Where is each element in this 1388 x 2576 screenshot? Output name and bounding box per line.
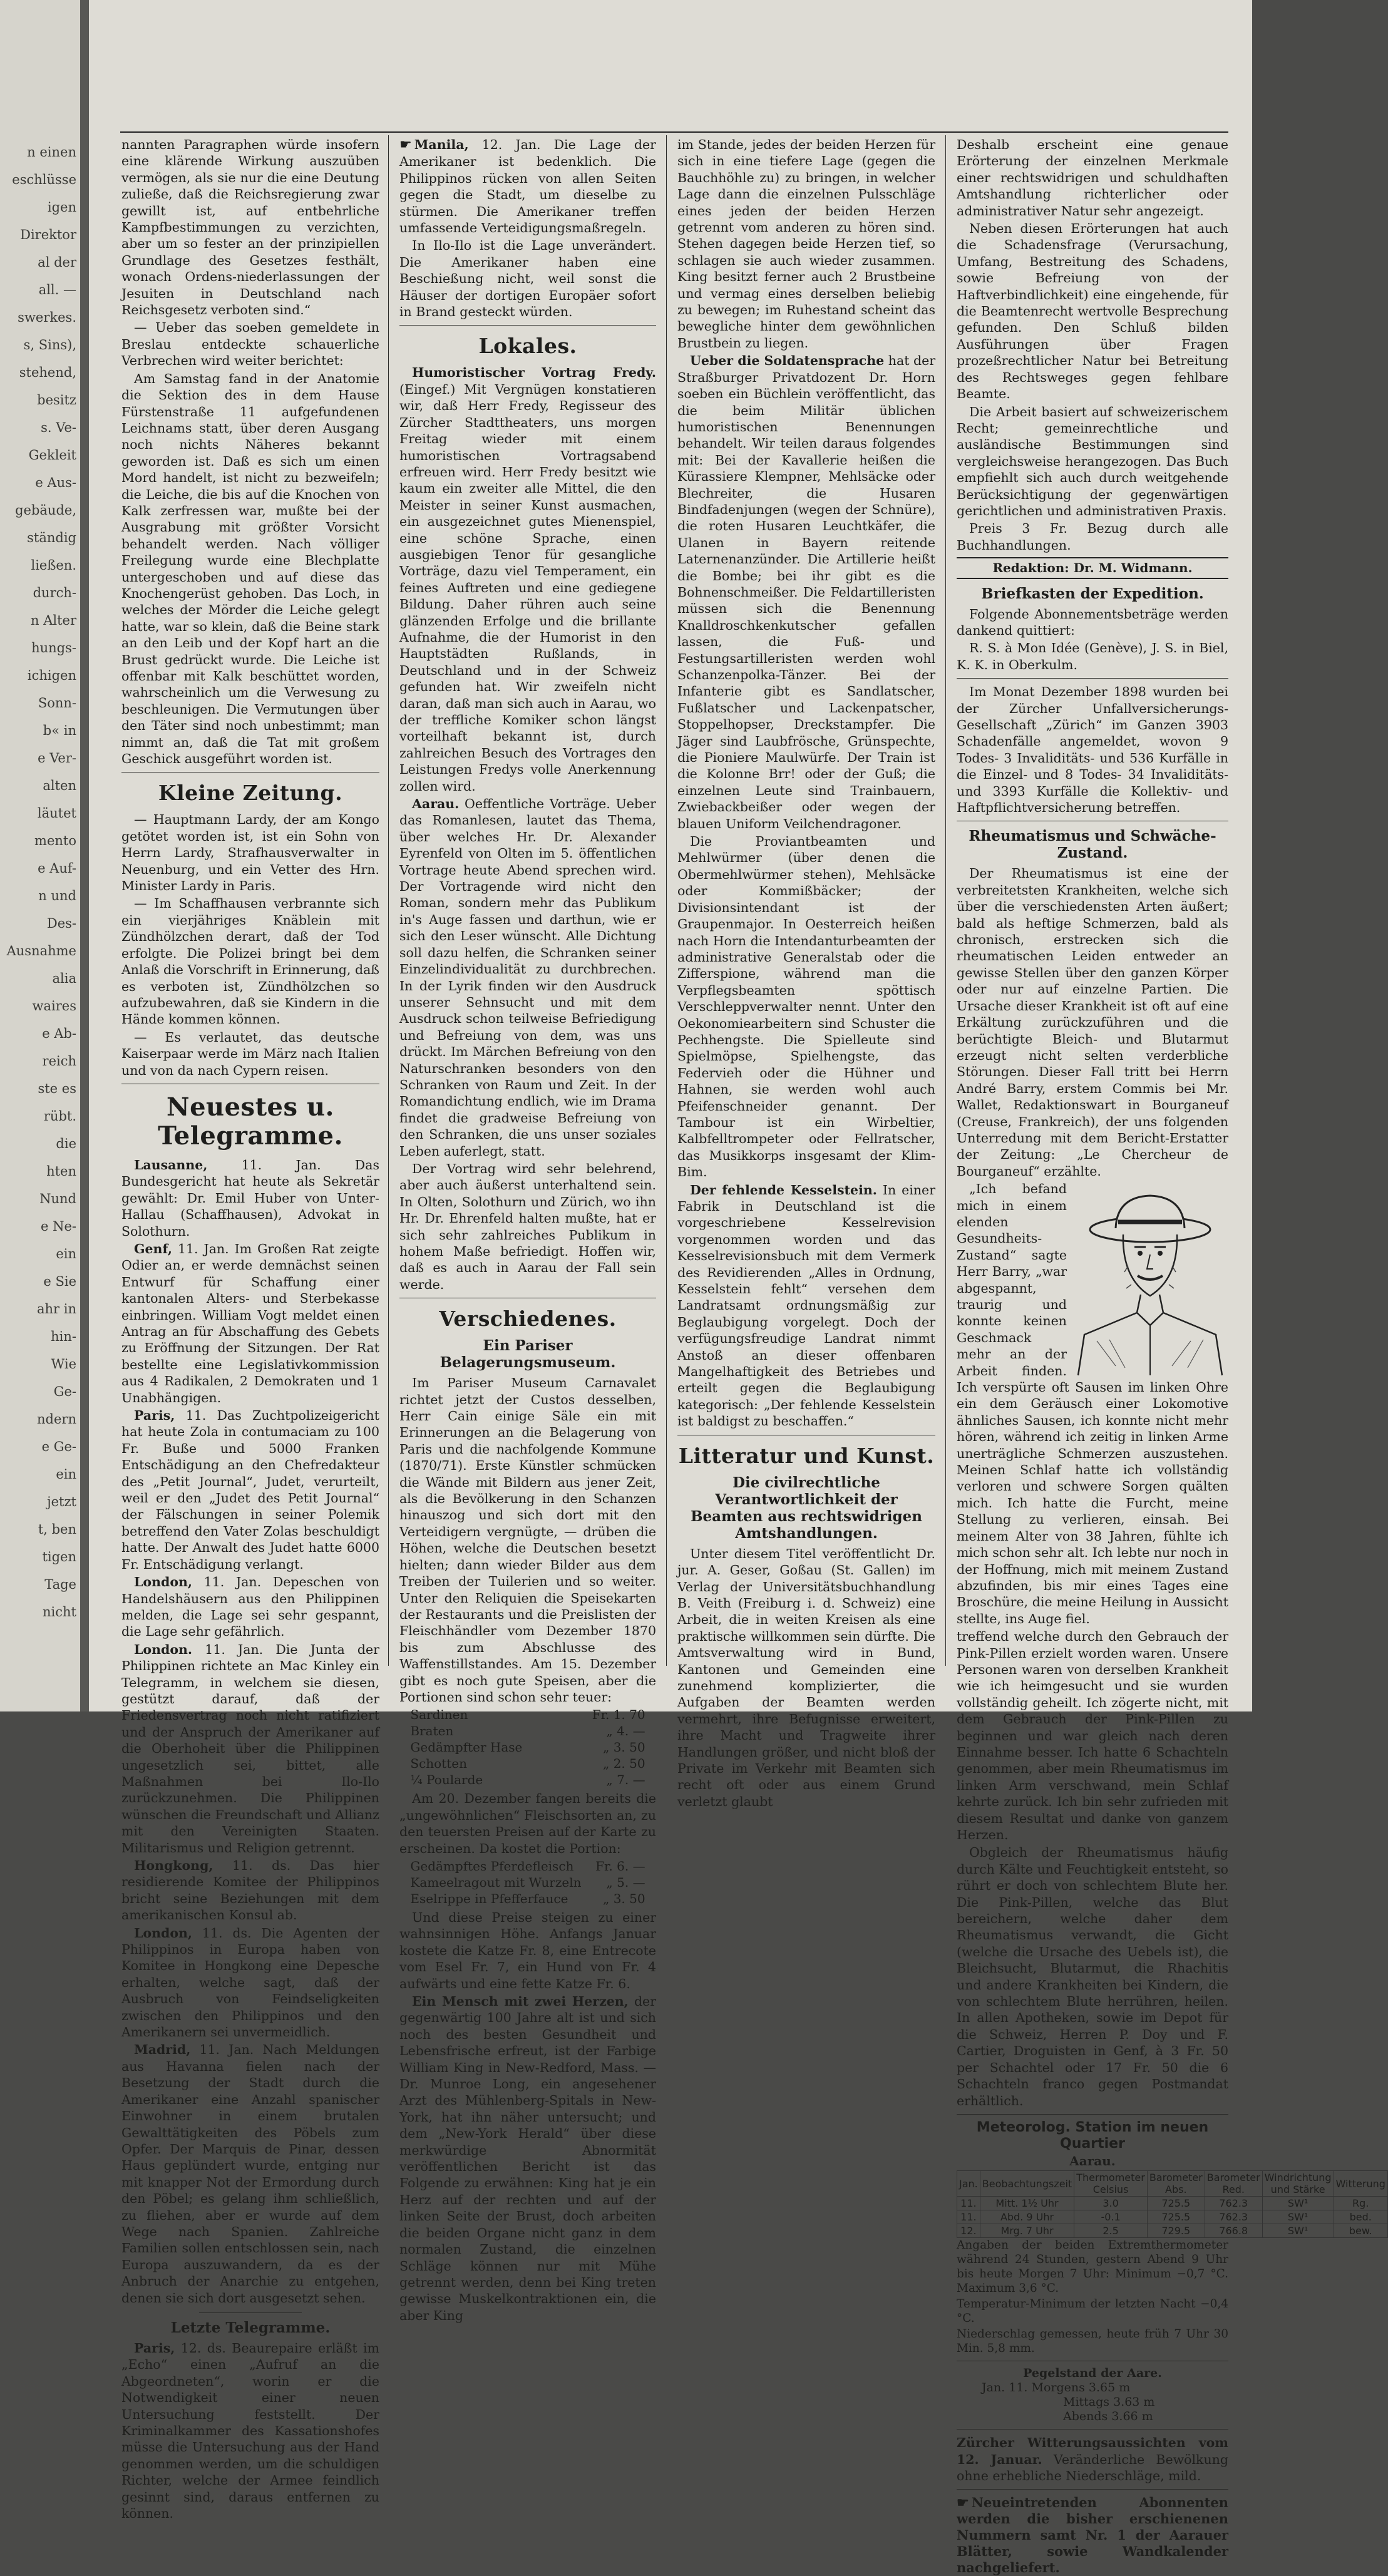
editor-line: Redaktion: Dr. M. Widmann. xyxy=(957,557,1228,578)
weather-cell: 762.3 xyxy=(1205,2197,1262,2210)
article-paragraph xyxy=(399,1993,656,2324)
cut-text-fragment: läutet xyxy=(37,806,76,821)
article-paragraph xyxy=(677,352,935,832)
telegram-text: 12. ds. Beaurepaire erläßt im „Echo“ einen „Aufruf an die Abgeordneten“, worin er die Notwendigkeit einer neuen Untersuchung feststellt. Der Kriminalkammer des Kassationshofes müsse die Untersuchung aus der Hand genommen werden, um die schuldigen Richter, welche der Armee feindlich gesinnt sind, daraus entfernen zu können. xyxy=(121,2340,379,2522)
weather-row xyxy=(957,2224,1388,2238)
article-paragraph: Am Samstag fand in der Anatomie die Sektion des in dem Hause Fürstenstraße 11 aufgefundenen Leichnams statt, über deren Ausgang noch nichts Näheres bekannt geworden ist. Daß es sich um einen Mord handelt, ist nicht zu bezweifeln; die Leiche, die bis auf die Knochen von Kalk zerfressen war, mußte bei der Ausgrabung mit größter Vorsicht behandelt werden. Nach völliger Freilegung wurde eine Blechplatte untergeschoben und auf diese das Knochengerüst gehoben. Das Loch, in welches der Mörder die Leiche gelegt hatte, war so klein, daß die Beine stark an den Leib und der Kopf hart an die Brust gedrückt wurde. Die Leiche ist offenbar mit Kalk beschüttet worden, wahrscheinlich um die Verwesung zu beschleunigen. Die Vermutungen über den Täter sind noch unbestimmt; man nimmt an, daß die Tat mit großem Geschick ausgeführt worden ist. xyxy=(121,371,379,767)
newspaper-page xyxy=(89,0,1385,2576)
cut-text-fragment: Gekleit xyxy=(28,448,76,463)
cut-text-fragment: nicht xyxy=(43,1604,76,1619)
menu-row xyxy=(409,1858,645,1874)
water-level-title: Pegelstand der Aare. xyxy=(1023,2366,1162,2381)
cut-text-fragment: e Auf- xyxy=(38,861,76,876)
weather-cell: -0.1 xyxy=(1074,2210,1148,2224)
menu-price: „ 5. — xyxy=(606,1874,645,1890)
menu-item: Gedämpftes Pferdefleisch xyxy=(410,1858,574,1874)
weather-note: Temperatur-Minimum der letzten Nacht −0,4 °C. xyxy=(957,2297,1228,2326)
menu-item: Sardinen xyxy=(410,1707,468,1723)
cut-text-fragment: ein xyxy=(56,1246,76,1261)
forecast-heading: Zürcher Witterungsaussichten vom 12. Januar. xyxy=(957,2435,1228,2467)
weather-cell: Abd. 9 Uhr xyxy=(980,2210,1074,2224)
price-line: Preis 3 Fr. Bezug durch alle Buchhandlungen. xyxy=(957,521,1228,553)
article-paragraph: Folgende Abonnementsbeträge werden dankend quittiert: xyxy=(957,606,1228,638)
column-1 xyxy=(121,136,379,2522)
weather-row xyxy=(957,2197,1388,2210)
cut-text-fragment: durch- xyxy=(33,585,76,600)
weather-station-place: Aarau. xyxy=(1069,2153,1116,2168)
article-head: Humoristischer Vortrag Fredy. xyxy=(412,365,656,381)
cut-text-fragment: s. Ve- xyxy=(41,420,76,435)
menu-price: „ 3. 50 xyxy=(602,1740,645,1755)
cut-text-fragment: ste es xyxy=(38,1081,76,1096)
telegram-item xyxy=(121,1241,379,1406)
weather-cell: SW¹ xyxy=(1262,2197,1334,2210)
weather-cell: 2.5 xyxy=(1074,2224,1148,2238)
weather-cell: 11. xyxy=(957,2197,980,2210)
cut-text-fragment: Wie xyxy=(51,1357,76,1372)
telegram-text: 11. Jan. Das Bundesgericht hat heute als Sekretär gewählt: Dr. Emil Huber von Unter-Hallau (Schaffhausen), Advokat in Solothurn. xyxy=(121,1157,379,1239)
section-title-neuestes: Neuestes u. Telegramme. xyxy=(158,1092,343,1151)
cut-text-fragment: e Aus- xyxy=(35,475,76,490)
divider xyxy=(957,678,1228,679)
cut-text-fragment: Ausnahme xyxy=(6,943,76,958)
weather-station-title: Meteorolog. Station im neuen Quartier xyxy=(976,2119,1209,2152)
article-paragraph: Im Pariser Museum Carnavalet richtet jetzt der Custos desselben, Herr Cain einige Säle ein mit Erinnerungen an die Belagerung von Paris und die nachfolgende Kommune (1870/71). Erste Künstler schmücken die Wände mit Bildern aus jener Zeit, als die Bevölkerung in den Schanzen hinauszog und sich dort mit den Verteidigern vergnügte, — drüben die Höhen, welche die Deutschen besetzt hielten; dann wieder Bilder aus dem Treiben der Tuilerien und so weiter. Unter den Reliquien die Speisekarten der Restaurants und die Preislisten der Fleischhändler vom Dezember 1870 bis zum Abschlusse des Waffenstillstandes. Am 15. Dezember gibt es noch gute Speisen, aber die Portionen sind schon sehr teuer: xyxy=(399,1375,656,1705)
article-text: hat der Straßburger Privatdozent Dr. Horn soeben ein Büchlein veröffentlicht, das die beim Militär üblichen humoristischen Benennungen behandelt. Wir teilen daraus folgendes mit: Bei der Kavallerie heißen die Kürassiere Klempner, Mehlsäcke oder Blechreiter, die Husaren Bindfadenjungen (wegen der Schnüre), die roten Husaren Leuchtkäfer, die Ulanen in Bayern reitende Laternenanzünder. Die Artillerie heißt die Bombe; bei ihr gibt es die Bohnenschmeißer. Die Feldartilleristen müssen sich die Benennung Knalldroschkenkutscher gefallen lassen, die Fuß- und Festungsartilleristen werden wohl Schanzenpolka-Tänzer. Bei der Infanterie gibt es Sandlatscher, Fußlatscher und Lackenpatscher, Stoppelhopser, Dreckstampfer. Die Jäger sind Laubfrösche, Grünspechte, die Pioniere Maulwürfe. Der Train ist die Kolonne Brr! oder der Guß; die einzelnen Leute sind Trainbauern, Zwiebackbeißer oder wegen der blauen Uniform Veilchendragoner. xyxy=(677,353,935,831)
section-title-kleine-zeitung: Kleine Zeitung. xyxy=(158,781,343,806)
weather-header-cell: Barometer Red. xyxy=(1205,2171,1262,2197)
menu-row xyxy=(409,1874,645,1891)
dateline: Manila, xyxy=(414,137,469,152)
forecast-text: Veränderliche Bewölkung ohne erhebliche Niederschläge, mild. xyxy=(957,2451,1228,2483)
telegram-item xyxy=(121,1157,379,1239)
menu-table xyxy=(409,1858,645,1907)
article-paragraph xyxy=(399,796,656,1159)
news-item: — Es verlautet, das deutsche Kaiserpaar werde im März nach Italien und von da nach Cypern reisen. xyxy=(121,1029,379,1078)
weather-cell: 725.5 xyxy=(1147,2210,1205,2224)
menu-row xyxy=(409,1739,645,1755)
news-item: — Hauptmann Lardy, der am Kongo getötet worden ist, ist ein Sohn von Herrn Lardy, Strafhausverwalter in Neuenburg, und ein Vetter des Hrn. Minister Lardy in Paris. xyxy=(121,812,379,894)
section-title-lokales: Lokales. xyxy=(478,334,577,359)
ad-paragraph: treffend welche durch den Gebrauch der Pink-Pillen erzielt worden waren. Unsere Personen waren von derselben Krankheit wie ich heimgesucht und sie wurden vollständig geheilt. Ich zögerte nicht, mit dem Gebrauch der Pink-Pillen zu beginnen und war gleich nach deren Einnahme besser. Ich hatte 6 Schachteln genommen, aber mein Rheumatismus im linken Arm verschwand, mein Schlaf kehrte zurück. Ich bin sehr zufrieden mit diesem Resultat und danke von ganzem Herzen. xyxy=(957,1629,1228,1842)
cut-text-fragment: hten xyxy=(46,1164,76,1179)
menu-item: Gedämpfter Hase xyxy=(410,1740,523,1755)
column-4 xyxy=(957,136,1385,2576)
weather-note: Niederschlag gemessen, heute früh 7 Uhr 30 Min. 5,8 mm. xyxy=(957,2327,1228,2356)
cut-text-fragment: stehend, xyxy=(19,365,76,380)
section-title-litteratur: Litteratur und Kunst. xyxy=(678,1443,935,1468)
cut-text-fragment: Sonn- xyxy=(38,695,76,711)
article-paragraph: Im Monat Dezember 1898 wurden bei der Zürcher Unfallversicherungs-Gesellschaft „Zürich“ im Ganzen 3903 Schadenfälle angemeldet, wovon 9 Todes- 3 Invaliditäts- und 536 Kurfälle in die Einzel- und 8 Todes- 34 Invaliditäts- und 3393 Kurfälle die Kollektiv- und Haftpflichtversicherung betreffen. xyxy=(957,684,1228,816)
menu-price: Fr. 6. — xyxy=(595,1858,645,1874)
telegram-text: 12. Jan. Die Lage der Amerikaner ist bedenklich. Die Philippinos rücken von allen Seiten gegen die Stadt, um dieselbe zu stürmen. Die Amerikaner treffen umfassende Verteidigungsmaßregeln. xyxy=(399,137,656,236)
menu-price: Fr. 1. 70 xyxy=(592,1707,645,1723)
cut-text-fragment: e Ge- xyxy=(41,1439,76,1454)
top-rule xyxy=(120,131,1228,133)
dateline: Paris, xyxy=(134,1408,175,1424)
menu-item: ¼ Poularde xyxy=(410,1772,483,1788)
weather-cell: 12. xyxy=(957,2224,980,2238)
column-3 xyxy=(677,136,935,1809)
portrait-illustration xyxy=(1072,1184,1228,1375)
weather-cell: SW¹ xyxy=(1262,2210,1334,2224)
telegram-item xyxy=(121,1641,379,1856)
menu-price: „ 7. — xyxy=(606,1772,645,1788)
pointing-hand-icon: ☛ xyxy=(399,137,412,153)
article-head: Ueber die Soldatensprache xyxy=(690,353,885,369)
article-paragraph: nannten Paragraphen würde insofern eine klärende Wirkung auszuüben vermögen, als sie nur die eine Deutung zuließe, daß die Reichsregierung zwar gewillt ist, auf entbehrliche Kampfbestimmungen zu verzichten, aber um so fester an der prinzipiellen Grundlage des Gesetzes festhält, wonach Ordens-niederlassungen der Jesuiten in Deutschland nach Reichsgesetz verboten sind.“ xyxy=(121,137,379,318)
article-paragraph: Unter diesem Titel veröffentlicht Dr. jur. A. Geser, Goßau (St. Gallen) im Verlag der Universitätsbuchhandlung B. Veith (Freiburg i. d. Schweiz) eine Arbeit, die in weiten Kreisen als eine praktische willkommen sein dürfte. Die Amtsverwaltung wird in Bund, Kantonen und Gemeinden eine zunehmend komplizierter, die Aufgaben der Beamten werden vermehrt, ihre Befugnisse erweitert, ihre Macht und Tragweite ihrer Handlungen größer, und nicht bloß der Private im Verkehr mit Beamten sich recht oft oder aus einem Grund verletzt glaubt xyxy=(677,1546,935,1809)
article-paragraph: Und diese Preise steigen zu einer wahnsinnigen Höhe. Anfangs Januar kostete die Katze Fr. 8, eine Entrecote vom Esel Fr. 7, ein Hund von Fr. 4 aufwärts und eine fette Katze Fr. 6. xyxy=(399,1909,656,1991)
cut-text-fragment: hungs- xyxy=(31,640,76,655)
divider xyxy=(957,2114,1228,2115)
weather-cell: 762.3 xyxy=(1205,2210,1262,2224)
previous-page-edge xyxy=(0,0,80,1711)
article-paragraph: Neben diesen Erörterungen hat auch die Schadensfrage (Verursachung, Umfang, Bestreitung des Schadens, sowie Befreiung von der Haftverbindlichkeit) eine eingehende, für die Beamtenrecht wertvolle Besprechung gefunden. Den Schluß bilden Ausführungen über Fragen prozeßrechtlicher Natur bei Betreitung des Rechtsweges gegen fehlbare Beamte. xyxy=(957,221,1228,402)
section-title-briefkasten: Briefkasten der Expedition. xyxy=(981,585,1204,602)
weather-cell: Rg. xyxy=(1334,2197,1387,2210)
ad-paragraph: „Ich befand mich in einem elenden Gesundheits-Zustand“ sagte Herr Barry, „war abgespannt, traurig und konnte keinen Geschmack mehr an der Arbeit finden. Ich verspürte oft Sausen im linken Ohre ein dem Geräusch einer Lokomotive ähnliches Sausen, ich konnte nicht mehr hören, während ich zeitig in linken Arme unerträgliche Schmerzen auszustehen. Meinen Schlaf hatte ich vollständig verloren und schwere Sorgen quälten mich. Ich hatte die Furcht, meine Stellung zu verlieren, einsah. Bei meinem Alter von 38 Jahren, fühlte ich mich schon sehr alt. Ich lebte nur noch in der Hoffnung, mich mit meinem Zustand abzufinden, bis mir eines Tages eine Broschüre, die meine Heilung in Aussicht stellte, ins Auge fiel. xyxy=(957,1181,1228,1626)
cut-text-fragment: eschlüsse xyxy=(12,172,76,187)
water-level-row: Abends 3.66 m xyxy=(1063,2409,1153,2424)
cut-text-fragment: n und xyxy=(38,888,76,903)
divider xyxy=(957,2489,1228,2490)
water-level-row: Mittags 3.63 m xyxy=(1063,2395,1155,2409)
telegram-item xyxy=(121,1857,379,1924)
cut-text-fragment: tigen xyxy=(42,1549,76,1564)
dateline: London. xyxy=(134,1641,193,1657)
dateline: London, xyxy=(134,1925,193,1941)
cut-text-fragment: gebäude, xyxy=(15,503,76,518)
weather-cell: bew. xyxy=(1334,2224,1387,2238)
menu-row xyxy=(409,1755,645,1772)
menu-item: Braten xyxy=(410,1723,454,1739)
article-head: Aarau. xyxy=(412,796,460,812)
article-text: Mit Vergnügen konstatieren wir, daß Herr Fredy, Regisseur des Zürcher Stadttheaters, uns morgen Freitag wieder mit einem humoristischen Vortragsabend erfreuen wird. Herr Fredy besitzt wie kaum ein zweiter alle Mittel, die den Meister in seiner Kunst ausmachen, ein ausgezeichnet gutes Mienenspiel, eine schöne Sprache, einen ausgiebigen Tenor für gesangliche Vorträge, dazu viel Temperament, ein feines Auftreten und eine gediegene Bildung. Daher rühren auch seine glänzenden Erfolge und die brillante Aufnahme, die der Humorist in den Hauptstädten Rußlands, in Deutschland und in der Schweiz gefunden hat. Wir zweifeln nicht daran, daß man sich auch in Aarau, wo der treffliche Komiker schon längst vorteilhaft bekannt ist, durch zahlreichen Besuch des Vortrages den Leistungen Fredys volle Anerkennung zollen wird. xyxy=(399,381,656,794)
man-in-hat-icon xyxy=(1072,1184,1228,1375)
cut-text-fragment: swerkes. xyxy=(18,310,76,325)
cut-text-fragment: ein xyxy=(56,1467,76,1482)
article-paragraph xyxy=(399,364,656,794)
menu-row xyxy=(409,1891,645,1907)
section-title-verschiedenes: Verschiedenes. xyxy=(439,1306,617,1332)
column-rule xyxy=(388,135,389,1666)
menu-price: „ 4. — xyxy=(606,1723,645,1739)
dateline: Madrid, xyxy=(134,2042,191,2058)
divider xyxy=(957,2429,1228,2430)
telegram-item xyxy=(121,2041,379,2306)
divider xyxy=(199,2312,302,2313)
weather-header-cell: Beobachtungszeit xyxy=(980,2171,1074,2197)
article-paragraph: im Stande, jedes der beiden Herzen für sich in eine tiefere Lage (gegen die Bauchhöhle zu) zu bringen, in welcher Lage dann die einzelnen Pulsschläge eines jeden der beiden Herzen getrennt vom anderen zu hören sind. Stehen dagegen beide Herzen tief, so schlagen sie auch wieder zusammen. King besitzt ferner auch 2 Brustbeine und vermag eines derselben beliebig zu bewegen; im Ruhestand scheint das bewegliche hinter dem gewöhnlichen Brustbein zu liegen. xyxy=(677,137,935,351)
menu-item: Kameelragout mit Wurzeln xyxy=(410,1874,582,1890)
water-level xyxy=(957,2366,1228,2424)
menu-item: Schotten xyxy=(410,1756,468,1772)
article-paragraph: — Ueber das soeben gemeldete in Breslau entdeckte schauerliche Verbrechen wird weiter berichtet: xyxy=(121,320,379,369)
cut-text-fragment: waires xyxy=(32,998,76,1013)
menu-row xyxy=(409,1723,645,1739)
telegram-text: 11. Das Zuchtpolizeigericht hat heute Zola in contumaciam zu 100 Fr. Buße und 5000 Franken Entschädigung an den Chefredakteur des „Petit Journal“, Judet, verurteilt, weil er den „Judet des Petit Journal“ der Fälschungen in seiner Polemik betreffend den Vater Zolas beschuldigt hatte. Der Anwalt des Judet hatte 6000 Fr. Entschädigung verlangt. xyxy=(121,1408,379,1572)
telegram-text: 11. Jan. Die Junta der Philippinen richtete an Mac Kinley ein Telegramm, in welchem sie diesen, gestützt darauf, daß der Friedensvertrag noch nicht ratifiziert und der Anspruch der Amerikaner auf die Oberhoheit über die Philippinen ungesetzlich sei, bittet, alle Maßnahmen bei Ilo-Ilo zurückzunehmen. Die Philippinen wünschen die Freundschaft und Allianz mit den Vereinigten Staaten. Militarismus und Religion getrennt. xyxy=(121,1641,379,1855)
weather-header-cell: Jan. xyxy=(957,2171,980,2197)
article-heading: Die civilrechtliche Verantwortlichkeit der Beamten aus rechtswidrigen Amtshandlungen. xyxy=(691,1474,922,1542)
telegram-item xyxy=(121,1925,379,2041)
telegram-text: 11. ds. Die Agenten der Philippinos in Europa haben von Komitee in Hongkong eine Depesche erhalten, welche sagt, daß der Ausbruch von Feindseligkeiten zwischen den Philippinos und den Amerikanern sei unvermeidlich. xyxy=(121,1925,379,2040)
weather-row xyxy=(957,2210,1388,2224)
weather-cell: Mitt. 1½ Uhr xyxy=(980,2197,1074,2210)
article-text: der gegenwärtig 100 Jahre alt ist und sich noch des besten Gesundheit und Lebensfrische erfreut, ist der Farbige William King in New-Redford, Mass. — Dr. Munroe Long, ein angesehener Arzt des Mühlenberg-Spitals in New-York, hat ihn näher untersucht; und dem „New-York Herald“ über diese merkwürdige Abnormität veröffentlichen Bericht ist das Folgende zu erwähnen: King hat je ein Herz auf der rechten und auf der linken Seite der Brust, doch arbeiten die beiden Organe nicht ganz in dem normalen Zustand, die einzelnen Schläge können nur mit Mühe getrennt werden, denn bei King treten gewisse Muskelkontraktionen ein, die aber King xyxy=(399,1994,656,2323)
cut-text-fragment: ständig xyxy=(27,530,76,545)
menu-price: „ 2. 50 xyxy=(602,1756,645,1772)
ad-paragraph: Der Rheumatismus ist eine der verbreitetsten Krankheiten, welche sich über die verschiedensten Arten äußert; bald als heftige Schmerzen, bald als chronisch, erstrecken sich die rheumatischen Leiden entweder an gewisse Stellen über den ganzen Körper oder nur auf einzelne Partien. Die Ursache dieser Krankheit ist oft auf eine Erkältung zurückzuführen und die berüchtigte Bleich- und Blutarmut erzeugt nicht selten verderbliche Störungen. Dieser Fall tritt bei Herrn André Barry, erstem Commis bei Mr. Wallet, Redaktionswart in Bourganeuf (Creuse, Frankreich), der uns folgenden Unterredung mit dem Bericht-Erstatter der Zeitung: „Le Chercheur de Bourganeuf“ erzählte. xyxy=(957,866,1228,1179)
cut-text-fragment: t, ben xyxy=(38,1522,76,1537)
cut-text-fragment: n Alter xyxy=(31,613,76,628)
article-paragraph: In Ilo-Ilo ist die Lage unverändert. Die Amerikaner haben eine Beschießung nicht, weil sonst die Häuser der dortigen Europäer sofort in Brand gesteckt würden. xyxy=(399,238,656,320)
cut-text-fragment: n einen xyxy=(27,145,76,160)
cut-text-fragment: besitz xyxy=(37,393,76,408)
column-rule xyxy=(945,135,946,1666)
column-rule xyxy=(666,135,667,1666)
weather-header-cell: Barometer Abs. xyxy=(1147,2171,1205,2197)
cut-text-fragment: al der xyxy=(38,255,76,270)
cut-text-fragment: b« in xyxy=(43,723,76,738)
cut-text-fragment: hin- xyxy=(51,1329,76,1344)
subscriber-notice: ☛ Neueintretenden Abonnenten werden die bisher erschienenen Nummern samt Nr. 1 der Aarauer Blätter, sowie Wandkalender nachgeliefert. xyxy=(957,2495,1228,2576)
telegram-item xyxy=(121,1574,379,1640)
section-title-letzte-telegramme: Letzte Telegramme. xyxy=(170,2319,331,2336)
cut-text-fragment: Ge- xyxy=(53,1384,76,1399)
cut-text-fragment: Tage xyxy=(44,1577,76,1592)
cut-text-fragment: reich xyxy=(42,1054,76,1069)
telegram-text: 11. Jan. Depeschen von Handelshäusern aus den Philippinen melden, die Lage sei sehr gespannt, die Lage sehr gefährlich. xyxy=(121,1574,379,1640)
dateline: Lausanne, xyxy=(134,1157,208,1173)
cut-text-fragment: e Ne- xyxy=(40,1219,76,1234)
article-head: Der fehlende Kesselstein. xyxy=(690,1182,877,1198)
telegram-item xyxy=(121,2340,379,2522)
news-item: — Im Schaffhausen verbrannte sich ein vierjähriges Knäblein mit Zündhölzchen derart, daß der Tod erfolgte. Die Polizei bringt bei dem Anlaß die Vorschrift in Erinnerung, daß es verboten ist, Zündhölzchen so aufzubewahren, daß sie Kindern in die Hände kommen können. xyxy=(121,896,379,1027)
weather-cell: 3.0 xyxy=(1074,2197,1148,2210)
weather-cell: SW¹ xyxy=(1262,2224,1334,2238)
ad-heading: Rheumatismus und Schwäche-Zustand. xyxy=(969,828,1216,862)
article-paragraph: R. S. à Mon Idée (Genève), J. S. in Biel, K. K. in Oberkulm. xyxy=(957,640,1228,672)
divider xyxy=(399,325,656,326)
cut-text-fragment: s, Sins), xyxy=(23,337,76,352)
ad-paragraph: Obgleich der Rheumatismus häufig durch Kälte und Feuchtigkeit entsteht, so rührt er doch von schlechtem Blute her. Die Pink-Pillen, welche das Blut bereichern, welche daher dem Rheumatismus verwandt, die Gicht (welche die Ursache des Uebels ist), die Bleichsucht, Blutarmut, die Rhachitis und andere Krankheiten bei Kindern, die von schlechtem Blute herrühren, heilen. In allen Apotheken, sowie im Depot für die Schweiz, Herren P. Doy und F. Cartier, Droguisten in Genf, à 3 Fr. 50 per Schachtel oder 17 Fr. 50 die 6 Schachteln franco gegen Postmandat erhältlich. xyxy=(957,1845,1228,2108)
weather-cell: 725.5 xyxy=(1147,2197,1205,2210)
dateline: London, xyxy=(134,1574,193,1590)
menu-table xyxy=(409,1706,645,1788)
menu-price: „ 3. 50 xyxy=(602,1891,645,1906)
weather-header-cell: Witterung xyxy=(1334,2171,1387,2197)
article-paragraph: Am 20. Dezember fangen bereits die „ungewöhnlichen“ Fleischsorten an, zu den teuersten Preisen auf der Karte zu erscheinen. Da kostet die Portion: xyxy=(399,1791,656,1856)
menu-row xyxy=(409,1706,645,1723)
cut-text-fragment: e Ab- xyxy=(42,1026,76,1041)
cut-text-fragment: jetzt xyxy=(47,1494,76,1509)
article-text: Oeffentliche Vorträge. Ueber das Romanlesen, lautet das Thema, über welches Hr. Dr. Alexander Eyrenfeld von Olten im 5. öffentlichen Vortrage heute Abend sprechen wird. Der Vortragende wird nicht den Roman, sondern mehr das Publikum in's Auge fassen und darthun, wie er sich den Leser wünscht. Alle Dichtung soll dazu helfen, die Schranken seiner Einzelindividualität zu durchbrechen. In der Lyrik finden wir den Ausdruck unserer Sehnsucht und mit dem Ausdruck schon teilweise Befriedigung und Befreiung von dem, was uns drückt. Im Märchen Befreiung von den Naturschranken besonders von den Schranken von Raum und Zeit. In der Romandichtung endlich, wie im Drama findet die gradweise Befreiung von den Schranken, die uns unser soziales Leben auferlegt, statt. xyxy=(399,796,656,1159)
cut-text-fragment: igen xyxy=(47,200,76,215)
article-paragraph: Deshalb erscheint eine genaue Erörterung der einzelnen Merkmale einer rechtswidrigen und schuldhaften Amtshandlung richterlicher oder administrativer Natur sehr angezeigt. xyxy=(957,137,1228,218)
telegram-text: 11. Jan. Im Großen Rat zeigte Odier an, er werde demnächst seinen Entwurf für Schaffung einer kantonalen Alters- und Sterbekasse einbringen. William Vogt meldet einen Antrag an für Abschaffung des Gebets zu Eröffnung der Sitzungen. Der Rat bestellte eine Legislativkommission aus 4 Radikalen, 2 Demokraten und 1 Unabhängigen. xyxy=(121,1241,379,1405)
cut-text-fragment: e Sie xyxy=(43,1274,76,1289)
menu-item: Eselrippe in Pfefferfauce xyxy=(410,1891,568,1906)
article-paragraph: Die Arbeit basiert auf schweizerischem Recht; gemeinrechtliche und ausländische Bestimmungen sind vergleichsweise herangezogen. Das Buch empfiehlt sich auch durch weitgehende Berücksichtigung der gegenwärtigen gerichtlichen und administrativen Praxis. xyxy=(957,404,1228,518)
telegram-item xyxy=(121,1407,379,1573)
telegram-item xyxy=(399,136,656,236)
cut-text-fragment: mento xyxy=(34,833,76,848)
cut-text-fragment: Nund xyxy=(39,1191,76,1206)
column-2 xyxy=(399,136,656,2323)
weather-header-cell: Thermometer Celsius xyxy=(1074,2171,1148,2197)
article-heading: Ein Pariser Belagerungsmuseum. xyxy=(440,1337,616,1372)
weather-cell: bed. xyxy=(1334,2210,1387,2224)
cut-text-fragment: alten xyxy=(43,778,76,793)
cut-text-fragment: all. — xyxy=(38,282,76,297)
telegram-text: 11. Jan. Nach Meldungen aus Havanna fielen nach der Besetzung der Stadt durch die Amerikaner eine Anzahl spanischer Einwohner in einem brutalen Gewalttätigkeiten des Pöbels zum Opfer. Der Marquis de Pinar, dessen Haus geplündert wurde, entging nur mit knapper Not der Ermordung durch den Pöbel; es gelang ihm schließlich, zu fliehen, aber er wurde auf dem Wege nach Spanien. Zahlreiche Familien sollen entschlossen sein, nach Europa auszuwandern, da es der Anbruch der Anarchie zu entgehen, denen sie sich dort ausgesetzt sehen. xyxy=(121,2042,379,2306)
article-text: In einer Fabrik in Deutschland ist die vorgeschriebene Kesselrevision vorgenommen worden und das Kesselrevisionsbuch mit dem Vermerk des Revidierenden „Alles in Ordnung, Kesselstein fehlt“ versehen dem Landratsamt ordnungsmäßig zur Beglaubigung vorgelegt. Doch der verfügungsfreudige Landrat nimmt Anstoß an dieser offenbaren Mangelhaftigkeit des Betriebes und erteilt gegen die Beglaubigung kategorisch: „Der fehlende Kesselstein ist baldigst zu beschaffen.“ xyxy=(677,1182,935,1429)
article-paragraph: Der Vortrag wird sehr belehrend, aber auch äußerst unterhaltend sein. In Olten, Solothurn und Zürich, wo ihn Hr. Dr. Ehrenfeld halten mußte, hat er sich sehr zahlreiches Publikum in hohem Maße befriedigt. Hoffen wir, daß es auch in Aarau der Fall sein werde. xyxy=(399,1161,656,1292)
cut-text-fragment: rübt. xyxy=(43,1109,76,1124)
pointing-hand-icon: ☛ xyxy=(957,2495,969,2512)
cut-text-fragment: ichigen xyxy=(27,668,76,683)
weather-cell: 729.5 xyxy=(1147,2224,1205,2238)
dateline: Hongkong, xyxy=(134,1858,213,1873)
cut-text-fragment: Des- xyxy=(46,916,76,931)
weather-header-cell: Windrichtung und Stärke xyxy=(1262,2171,1334,2197)
weather-note: Angaben der beiden Extremthermometer während 24 Stunden, gestern Abend 9 Uhr bis heute Morgen 7 Uhr: Minimum −0,7 °C. Maximum 3,6 °C. xyxy=(957,2239,1228,2296)
page-gutter xyxy=(80,0,89,1711)
article-paragraph: Die Proviantbeamten und Mehlwürmer (über denen die Obermehlwürmer stehen), Mehlsäcke oder Kommißbäcker; der Divisionsintendant ist der Graupenmajor. In Oesterreich heißen nach Horn die Intendanturbeamten der administrative Generalstab oder die Zifferspione, während man die Verpflegsbeamten spöttisch Verschleppverwalter nennt. Unter den Oekonomiearbeitern sind Schuster die Pechhengste. Die Spielleute sind Spielmöpse, Spielhengste, das Federvieh oder die Hühner und Hahnen, sie werden wohl auch Pfeifenschneider genannt. Der Tambour ist ein Wirbeltier, Kalbfelltrompeter oder Fellratscher, das Musikkorps insgesamt der Klim-Bim. xyxy=(677,834,935,1180)
article-paragraph xyxy=(677,1182,935,1430)
cut-text-fragment: die xyxy=(56,1136,76,1151)
article-head: Ein Mensch mit zwei Herzen, xyxy=(412,1994,629,2009)
weather-cell: 11. xyxy=(957,2210,980,2224)
cut-text-fragment: Direktor xyxy=(20,227,76,242)
weather-table xyxy=(957,2170,1388,2238)
dateline: Paris, xyxy=(134,2340,175,2356)
cut-text-fragment: ndern xyxy=(37,1412,76,1427)
article-tag: (Eingef.) xyxy=(399,381,456,397)
cut-text-fragment: e Ver- xyxy=(38,751,76,766)
weather-cell: Mrg. 7 Uhr xyxy=(980,2224,1074,2238)
weather-cell: 766.8 xyxy=(1205,2224,1262,2238)
cut-text-fragment: ließen. xyxy=(31,558,76,573)
menu-row xyxy=(409,1772,645,1788)
water-level-row: Jan. 11. Morgens 3.65 m xyxy=(982,2381,1131,2395)
telegram-text: 11. ds. Das hier residierende Komitee der Philippinos bricht seine Beziehungen mit dem amerikanischen Konsul ab. xyxy=(121,1858,379,1923)
cut-text-fragment: ahr in xyxy=(37,1301,76,1316)
cut-text-fragment: alia xyxy=(52,971,76,986)
dateline: Genf, xyxy=(134,1241,172,1256)
